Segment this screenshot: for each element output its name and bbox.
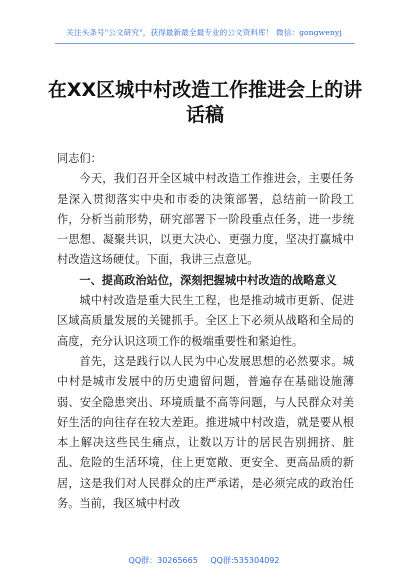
footer-qq-group-2: QQ群:535304092 (210, 556, 280, 565)
footer-qq-group-1: QQ群：30265665 (128, 556, 198, 565)
paragraph: 城中村改造是重大民生工程，也是推动城市更新、促进区域高质量发展的关键抓手。全区上下必须从战略和全局的高度，充分认识这项工作的极端重要性和紧迫性。 (57, 294, 354, 348)
paragraph: 首先，这是践行以人民为中心发展思想的必然要求。城中村是城市发展中的历史遗留问题，普遍存在基础设施薄弱、安全隐患突出、环境质量不高等问题，与人民群众对美好生活的向往存在较大差距。推进城中村改造，就是要从根本上解决这些民生痛点，让数以万计的居民告别拥挤、脏乱、危险的生活环境，住上更宽敞、更安全、更高品质的新居，这是我们对人民群众的庄严承诺，是必须完成的政治任务。当前，我区城中村改 (57, 354, 354, 511)
header-note: 关注头条号"公文研究"，获得最新最全最专业的公文资料库！ 微信：gongwenyj (66, 28, 342, 37)
footer (0, 555, 408, 566)
document-title: 在XX区城中村改造工作推进会上的讲话稿 (47, 79, 363, 126)
section-heading: 一、提高政治站位，深刻把握城中村改造的战略意义 (79, 273, 337, 287)
header-divider (55, 43, 355, 44)
document-body (57, 149, 354, 514)
salutation: 同志们： (57, 152, 102, 165)
paragraph: 今天，我们召开全区城中村改造工作推进会，主要任务是深入贯彻落实中央和市委的决策部署，总结前一阶段工作，分析当前形势，研究部署下一阶段重点任务，进一步统一思想、凝聚共识，以更大决心、更强力度，坚决打赢城中村改造这场硬仗。下面，我讲三点意见。 (57, 172, 354, 267)
